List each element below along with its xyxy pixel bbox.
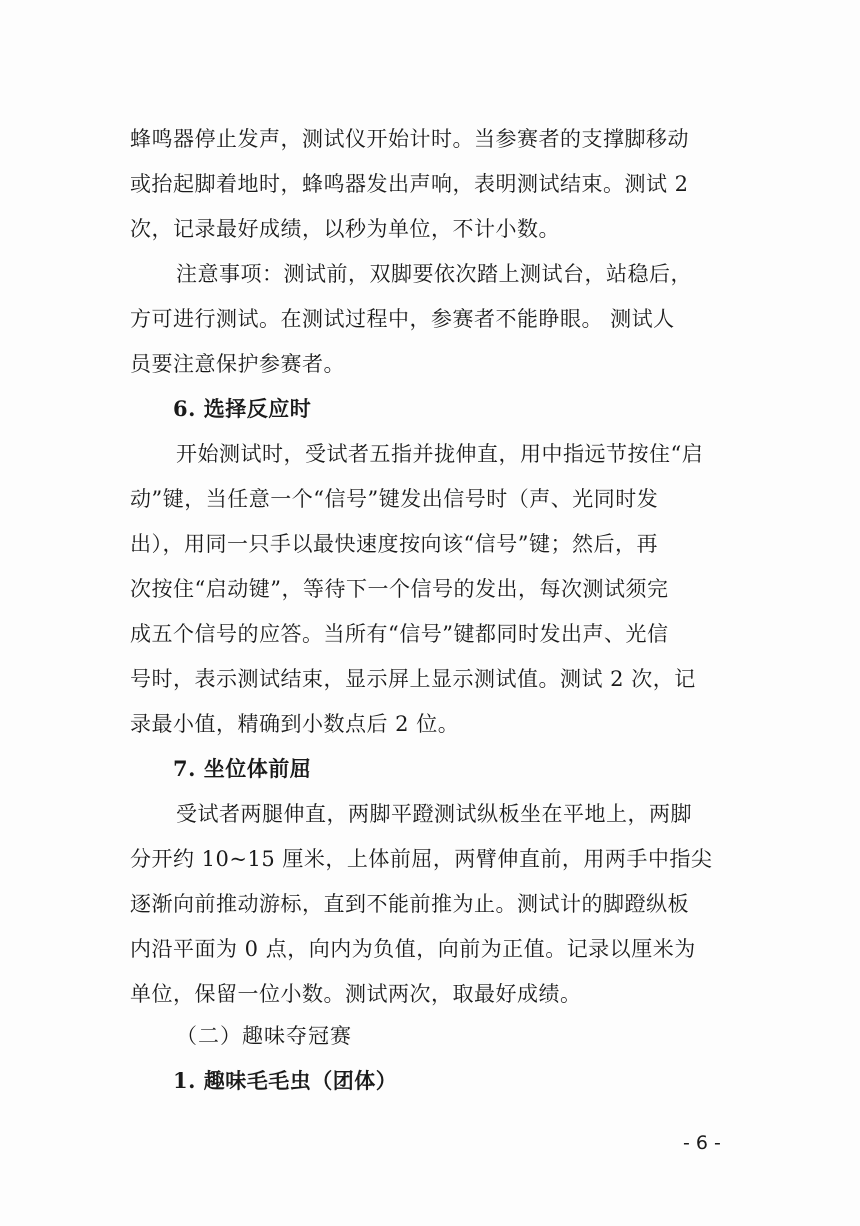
section-6-line-3: 出），用同一只手以最快速度按向该“信号”键；然后，再 (130, 532, 658, 556)
section-7-line-4: 内沿平面为 0 点，向内为负值，向前为正值。记录以厘米为 (130, 937, 696, 961)
section-7-heading: 7. 坐位体前屈 (173, 756, 312, 781)
section-1-heading: 1. 趣味毛毛虫（团体） (173, 1068, 398, 1093)
section-7-line-2: 分开约 10~15 厘米，上体前屈，两臂伸直前，用两手中指尖 (130, 847, 713, 871)
intro-line-3: 次，记录最好成绩，以秒为单位，不计小数。 (130, 217, 560, 241)
part-2-heading: （二）趣味夺冠赛 (176, 1024, 352, 1048)
notes-line-3: 员要注意保护参赛者。 (130, 352, 345, 376)
intro-line-2: 或抬起脚着地时，蜂鸣器发出声响，表明测试结束。测试 2 (130, 172, 689, 196)
section-7-line-5: 单位，保留一位小数。测试两次，取最好成绩。 (130, 982, 582, 1006)
section-6-line-5: 成五个信号的应答。当所有“信号”键都同时发出声、光信 (130, 622, 669, 646)
page-number: - 6 - (683, 1132, 721, 1154)
section-6-line-6: 号时，表示测试结束，显示屏上显示测试值。测试 2 次，记 (130, 667, 696, 691)
section-7-line-1: 受试者两腿伸直，两脚平蹬测试纵板坐在平地上，两脚 (176, 802, 692, 826)
section-6-heading: 6. 选择反应时 (173, 396, 312, 421)
section-6-line-7: 录最小值，精确到小数点后 2 位。 (130, 712, 460, 736)
section-6-line-1: 开始测试时，受试者五指并拢伸直，用中指远节按住“启 (176, 442, 704, 466)
section-7-line-3: 逐渐向前推动游标，直到不能前推为止。测试计的脚蹬纵板 (130, 892, 689, 916)
notes-line-2: 方可进行测试。在测试过程中，参赛者不能睁眼。 测试人 (130, 307, 675, 331)
section-6-line-2: 动”键，当任意一个“信号”键发出信号时（声、光同时发 (130, 487, 659, 511)
intro-line-1: 蜂鸣器停止发声，测试仪开始计时。当参赛者的支撑脚移动 (130, 127, 689, 151)
section-6-line-4: 次按住“启动键”，等待下一个信号的发出，每次测试须完 (130, 577, 669, 601)
notes-line-1: 注意事项：测试前，双脚要依次踏上测试台，站稳后， (176, 262, 692, 286)
